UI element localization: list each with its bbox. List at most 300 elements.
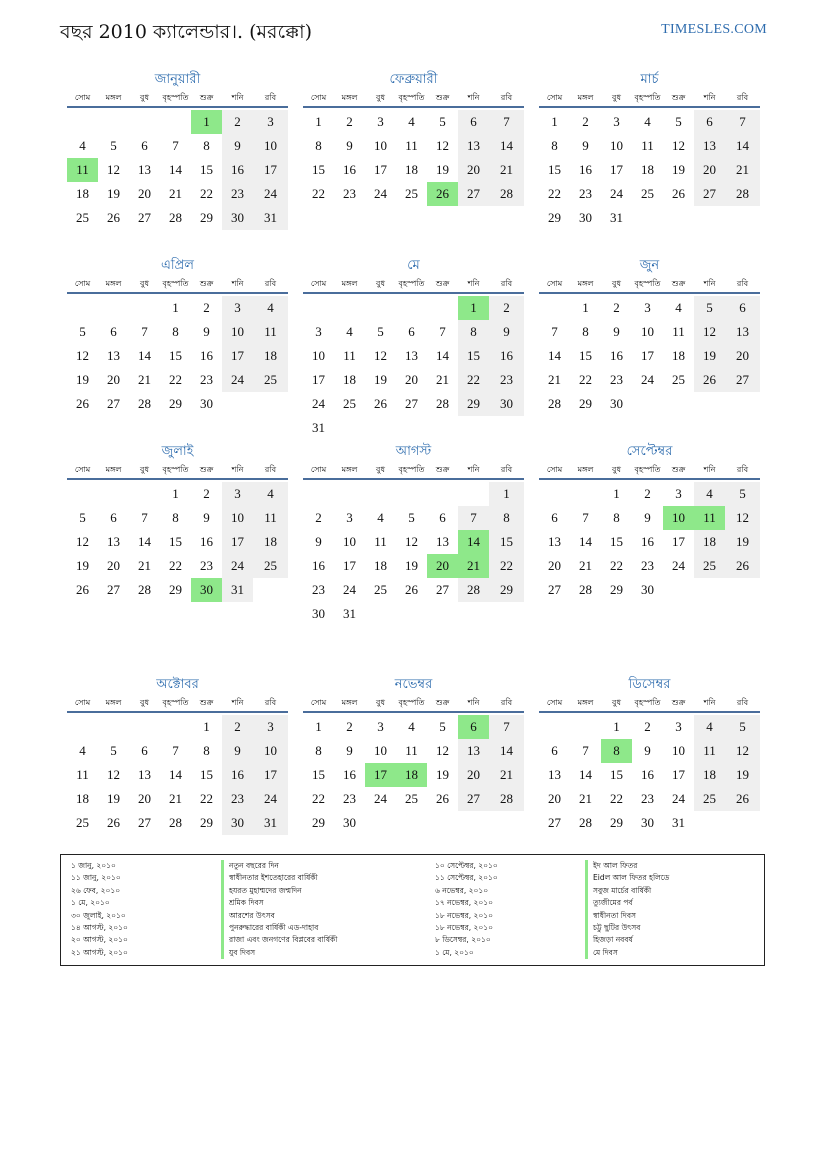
day-cell[interactable]: 14 [436, 348, 449, 363]
day-cell[interactable]: 6 [141, 138, 148, 153]
day-cell[interactable]: 27 [725, 368, 760, 392]
day-cell[interactable]: 16 [222, 158, 253, 182]
day-cell[interactable]: 4 [408, 114, 415, 129]
day-cell[interactable]: 19 [374, 372, 387, 387]
day-cell[interactable]: 14 [489, 739, 524, 763]
day-cell[interactable]: 8 [551, 138, 558, 153]
day-cell[interactable]: 28 [169, 210, 182, 225]
day-cell[interactable]: 2 [346, 114, 353, 129]
day-cell[interactable]: 25 [374, 582, 387, 597]
day-cell[interactable]: 6 [551, 510, 558, 525]
day-cell[interactable]: 16 [222, 763, 253, 787]
day-cell[interactable]: 24 [222, 554, 253, 578]
day-cell[interactable]: 28 [436, 396, 449, 411]
holiday-day-cell[interactable]: 6 [458, 715, 489, 739]
day-cell[interactable]: 22 [169, 558, 182, 573]
day-cell[interactable]: 27 [694, 182, 725, 206]
day-cell[interactable]: 18 [405, 162, 418, 177]
day-cell[interactable]: 22 [312, 186, 325, 201]
day-cell[interactable]: 4 [408, 719, 415, 734]
day-cell[interactable]: 26 [436, 791, 449, 806]
day-cell[interactable]: 16 [489, 344, 524, 368]
day-cell[interactable]: 26 [107, 210, 120, 225]
day-cell[interactable]: 12 [76, 534, 89, 549]
day-cell[interactable]: 11 [641, 138, 654, 153]
day-cell[interactable]: 4 [253, 296, 288, 320]
day-cell[interactable]: 25 [694, 554, 725, 578]
day-cell[interactable]: 22 [548, 186, 561, 201]
day-cell[interactable]: 15 [200, 162, 213, 177]
day-cell[interactable]: 31 [253, 811, 288, 835]
day-cell[interactable]: 11 [405, 743, 418, 758]
day-cell[interactable]: 19 [107, 791, 120, 806]
day-cell[interactable]: 13 [458, 739, 489, 763]
day-cell[interactable]: 26 [694, 368, 725, 392]
day-cell[interactable]: 24 [374, 186, 387, 201]
day-cell[interactable]: 30 [343, 815, 356, 830]
day-cell[interactable]: 1 [203, 719, 210, 734]
day-cell[interactable]: 23 [343, 186, 356, 201]
day-cell[interactable]: 24 [253, 182, 288, 206]
day-cell[interactable]: 11 [343, 348, 356, 363]
day-cell[interactable]: 26 [672, 186, 685, 201]
day-cell[interactable]: 31 [312, 420, 325, 435]
day-cell[interactable]: 19 [76, 372, 89, 387]
day-cell[interactable]: 29 [200, 815, 213, 830]
day-cell[interactable]: 21 [138, 372, 151, 387]
day-cell[interactable]: 15 [200, 767, 213, 782]
day-cell[interactable]: 20 [138, 791, 151, 806]
day-cell[interactable]: 5 [110, 138, 117, 153]
day-cell[interactable]: 2 [222, 715, 253, 739]
day-cell[interactable]: 16 [610, 348, 623, 363]
day-cell[interactable]: 23 [200, 372, 213, 387]
day-cell[interactable]: 25 [405, 791, 418, 806]
day-cell[interactable]: 22 [489, 554, 524, 578]
day-cell[interactable]: 8 [489, 506, 524, 530]
day-cell[interactable]: 30 [579, 210, 592, 225]
day-cell[interactable]: 5 [694, 296, 725, 320]
day-cell[interactable]: 18 [374, 558, 387, 573]
day-cell[interactable]: 8 [315, 743, 322, 758]
day-cell[interactable]: 13 [138, 767, 151, 782]
day-cell[interactable]: 9 [346, 743, 353, 758]
day-cell[interactable]: 30 [641, 582, 654, 597]
day-cell[interactable]: 29 [489, 578, 524, 602]
day-cell[interactable]: 12 [405, 534, 418, 549]
day-cell[interactable]: 27 [436, 582, 449, 597]
day-cell[interactable]: 20 [138, 186, 151, 201]
day-cell[interactable]: 24 [672, 558, 685, 573]
holiday-day-cell[interactable]: 11 [694, 506, 725, 530]
day-cell[interactable]: 1 [613, 719, 620, 734]
day-cell[interactable]: 11 [253, 506, 288, 530]
day-cell[interactable]: 4 [253, 482, 288, 506]
holiday-day-cell[interactable]: 26 [427, 182, 458, 206]
day-cell[interactable]: 29 [610, 582, 623, 597]
day-cell[interactable]: 15 [610, 534, 623, 549]
day-cell[interactable]: 3 [675, 486, 682, 501]
day-cell[interactable]: 11 [672, 324, 685, 339]
day-cell[interactable]: 29 [169, 396, 182, 411]
day-cell[interactable]: 3 [613, 114, 620, 129]
day-cell[interactable]: 20 [458, 158, 489, 182]
day-cell[interactable]: 23 [641, 558, 654, 573]
day-cell[interactable]: 14 [579, 767, 592, 782]
day-cell[interactable]: 28 [138, 396, 151, 411]
day-cell[interactable]: 12 [436, 743, 449, 758]
day-cell[interactable]: 4 [644, 114, 651, 129]
day-cell[interactable]: 12 [107, 767, 120, 782]
day-cell[interactable]: 17 [253, 763, 288, 787]
day-cell[interactable]: 28 [725, 182, 760, 206]
day-cell[interactable]: 5 [675, 114, 682, 129]
day-cell[interactable]: 2 [613, 300, 620, 315]
day-cell[interactable]: 25 [641, 186, 654, 201]
day-cell[interactable]: 16 [641, 534, 654, 549]
day-cell[interactable]: 17 [222, 344, 253, 368]
day-cell[interactable]: 21 [436, 372, 449, 387]
day-cell[interactable]: 9 [346, 138, 353, 153]
day-cell[interactable]: 27 [548, 815, 561, 830]
day-cell[interactable]: 6 [458, 110, 489, 134]
day-cell[interactable]: 10 [672, 743, 685, 758]
day-cell[interactable]: 18 [343, 372, 356, 387]
day-cell[interactable]: 22 [610, 558, 623, 573]
day-cell[interactable]: 1 [315, 114, 322, 129]
day-cell[interactable]: 5 [377, 324, 384, 339]
day-cell[interactable]: 14 [169, 162, 182, 177]
site-link[interactable]: TIMESLES.COM [661, 22, 767, 37]
day-cell[interactable]: 15 [489, 530, 524, 554]
day-cell[interactable]: 25 [253, 368, 288, 392]
day-cell[interactable]: 29 [579, 396, 592, 411]
day-cell[interactable]: 31 [343, 606, 356, 621]
day-cell[interactable]: 18 [694, 530, 725, 554]
day-cell[interactable]: 27 [107, 396, 120, 411]
day-cell[interactable]: 6 [439, 510, 446, 525]
day-cell[interactable]: 9 [203, 510, 210, 525]
holiday-day-cell[interactable]: 20 [427, 554, 458, 578]
day-cell[interactable]: 10 [312, 348, 325, 363]
day-cell[interactable]: 10 [374, 743, 387, 758]
day-cell[interactable]: 27 [458, 182, 489, 206]
day-cell[interactable]: 29 [610, 815, 623, 830]
holiday-day-cell[interactable]: 8 [601, 739, 632, 763]
day-cell[interactable]: 4 [694, 482, 725, 506]
holiday-day-cell[interactable]: 21 [458, 554, 489, 578]
day-cell[interactable]: 10 [374, 138, 387, 153]
day-cell[interactable]: 7 [172, 743, 179, 758]
day-cell[interactable]: 8 [203, 138, 210, 153]
day-cell[interactable]: 13 [436, 534, 449, 549]
day-cell[interactable]: 17 [253, 158, 288, 182]
day-cell[interactable]: 17 [610, 162, 623, 177]
day-cell[interactable]: 2 [222, 110, 253, 134]
day-cell[interactable]: 2 [489, 296, 524, 320]
day-cell[interactable]: 17 [312, 372, 325, 387]
day-cell[interactable]: 23 [641, 791, 654, 806]
day-cell[interactable]: 10 [222, 506, 253, 530]
day-cell[interactable]: 1 [582, 300, 589, 315]
day-cell[interactable]: 26 [405, 582, 418, 597]
day-cell[interactable]: 3 [315, 324, 322, 339]
day-cell[interactable]: 12 [672, 138, 685, 153]
day-cell[interactable]: 24 [253, 787, 288, 811]
day-cell[interactable]: 9 [203, 324, 210, 339]
day-cell[interactable]: 18 [253, 530, 288, 554]
day-cell[interactable]: 12 [76, 348, 89, 363]
day-cell[interactable]: 16 [343, 162, 356, 177]
day-cell[interactable]: 13 [405, 348, 418, 363]
day-cell[interactable]: 16 [312, 558, 325, 573]
day-cell[interactable]: 2 [203, 486, 210, 501]
day-cell[interactable]: 19 [694, 344, 725, 368]
day-cell[interactable]: 16 [641, 767, 654, 782]
day-cell[interactable]: 20 [725, 344, 760, 368]
holiday-day-cell[interactable]: 1 [191, 110, 222, 134]
day-cell[interactable]: 14 [548, 348, 561, 363]
day-cell[interactable]: 18 [641, 162, 654, 177]
day-cell[interactable]: 31 [672, 815, 685, 830]
day-cell[interactable]: 2 [644, 486, 651, 501]
day-cell[interactable]: 7 [582, 510, 589, 525]
day-cell[interactable]: 12 [725, 739, 760, 763]
holiday-day-cell[interactable]: 1 [458, 296, 489, 320]
day-cell[interactable]: 27 [138, 210, 151, 225]
day-cell[interactable]: 13 [458, 134, 489, 158]
day-cell[interactable]: 5 [439, 719, 446, 734]
day-cell[interactable]: 9 [582, 138, 589, 153]
day-cell[interactable]: 7 [489, 715, 524, 739]
day-cell[interactable]: 1 [315, 719, 322, 734]
day-cell[interactable]: 28 [489, 787, 524, 811]
day-cell[interactable]: 9 [644, 510, 651, 525]
day-cell[interactable]: 20 [694, 158, 725, 182]
day-cell[interactable]: 21 [489, 158, 524, 182]
day-cell[interactable]: 15 [548, 162, 561, 177]
holiday-day-cell[interactable]: 17 [365, 763, 396, 787]
day-cell[interactable]: 11 [253, 320, 288, 344]
day-cell[interactable]: 28 [489, 182, 524, 206]
day-cell[interactable]: 27 [107, 582, 120, 597]
day-cell[interactable]: 7 [489, 110, 524, 134]
day-cell[interactable]: 28 [458, 578, 489, 602]
day-cell[interactable]: 21 [579, 791, 592, 806]
day-cell[interactable]: 24 [672, 791, 685, 806]
day-cell[interactable]: 7 [141, 510, 148, 525]
day-cell[interactable]: 30 [200, 396, 213, 411]
holiday-day-cell[interactable]: 11 [67, 158, 98, 182]
day-cell[interactable]: 2 [644, 719, 651, 734]
day-cell[interactable]: 17 [672, 534, 685, 549]
day-cell[interactable]: 26 [107, 815, 120, 830]
day-cell[interactable]: 5 [408, 510, 415, 525]
holiday-day-cell[interactable]: 10 [663, 506, 694, 530]
day-cell[interactable]: 26 [76, 582, 89, 597]
day-cell[interactable]: 25 [253, 554, 288, 578]
day-cell[interactable]: 2 [203, 300, 210, 315]
day-cell[interactable]: 7 [439, 324, 446, 339]
day-cell[interactable]: 16 [200, 534, 213, 549]
day-cell[interactable]: 19 [672, 162, 685, 177]
day-cell[interactable]: 15 [169, 348, 182, 363]
day-cell[interactable]: 29 [312, 815, 325, 830]
day-cell[interactable]: 12 [725, 506, 760, 530]
day-cell[interactable]: 19 [107, 186, 120, 201]
day-cell[interactable]: 7 [458, 506, 489, 530]
day-cell[interactable]: 25 [76, 210, 89, 225]
day-cell[interactable]: 22 [200, 791, 213, 806]
day-cell[interactable]: 10 [610, 138, 623, 153]
day-cell[interactable]: 18 [76, 186, 89, 201]
day-cell[interactable]: 16 [200, 348, 213, 363]
day-cell[interactable]: 25 [672, 372, 685, 387]
day-cell[interactable]: 17 [222, 530, 253, 554]
day-cell[interactable]: 13 [107, 348, 120, 363]
day-cell[interactable]: 21 [725, 158, 760, 182]
day-cell[interactable]: 29 [169, 582, 182, 597]
day-cell[interactable]: 11 [694, 739, 725, 763]
day-cell[interactable]: 6 [694, 110, 725, 134]
day-cell[interactable]: 21 [579, 558, 592, 573]
day-cell[interactable]: 12 [374, 348, 387, 363]
day-cell[interactable]: 21 [169, 791, 182, 806]
day-cell[interactable]: 12 [694, 320, 725, 344]
day-cell[interactable]: 9 [315, 534, 322, 549]
day-cell[interactable]: 5 [110, 743, 117, 758]
day-cell[interactable]: 30 [222, 811, 253, 835]
day-cell[interactable]: 9 [644, 743, 651, 758]
day-cell[interactable]: 26 [725, 554, 760, 578]
day-cell[interactable]: 8 [172, 510, 179, 525]
day-cell[interactable]: 10 [222, 320, 253, 344]
day-cell[interactable]: 3 [644, 300, 651, 315]
day-cell[interactable]: 26 [725, 787, 760, 811]
day-cell[interactable]: 23 [200, 558, 213, 573]
day-cell[interactable]: 3 [253, 110, 288, 134]
day-cell[interactable]: 14 [579, 534, 592, 549]
day-cell[interactable]: 14 [169, 767, 182, 782]
day-cell[interactable]: 8 [172, 324, 179, 339]
day-cell[interactable]: 11 [76, 767, 89, 782]
day-cell[interactable]: 22 [579, 372, 592, 387]
day-cell[interactable]: 8 [582, 324, 589, 339]
day-cell[interactable]: 5 [439, 114, 446, 129]
day-cell[interactable]: 20 [107, 558, 120, 573]
day-cell[interactable]: 9 [613, 324, 620, 339]
day-cell[interactable]: 21 [169, 186, 182, 201]
day-cell[interactable]: 20 [548, 791, 561, 806]
day-cell[interactable]: 23 [579, 186, 592, 201]
day-cell[interactable]: 3 [377, 114, 384, 129]
day-cell[interactable]: 22 [312, 791, 325, 806]
day-cell[interactable]: 12 [436, 138, 449, 153]
day-cell[interactable]: 22 [458, 368, 489, 392]
day-cell[interactable]: 6 [141, 743, 148, 758]
day-cell[interactable]: 22 [610, 791, 623, 806]
day-cell[interactable]: 15 [169, 534, 182, 549]
day-cell[interactable]: 10 [641, 324, 654, 339]
day-cell[interactable]: 5 [79, 510, 86, 525]
day-cell[interactable]: 18 [253, 344, 288, 368]
day-cell[interactable]: 17 [672, 767, 685, 782]
day-cell[interactable]: 23 [343, 791, 356, 806]
day-cell[interactable]: 25 [76, 815, 89, 830]
day-cell[interactable]: 23 [312, 582, 325, 597]
day-cell[interactable]: 30 [222, 206, 253, 230]
day-cell[interactable]: 15 [458, 344, 489, 368]
day-cell[interactable]: 13 [548, 534, 561, 549]
day-cell[interactable]: 24 [343, 582, 356, 597]
day-cell[interactable]: 22 [200, 186, 213, 201]
day-cell[interactable]: 29 [458, 392, 489, 416]
day-cell[interactable]: 12 [107, 162, 120, 177]
day-cell[interactable]: 5 [725, 715, 760, 739]
holiday-day-cell[interactable]: 30 [191, 578, 222, 602]
day-cell[interactable]: 3 [253, 715, 288, 739]
day-cell[interactable]: 4 [79, 743, 86, 758]
day-cell[interactable]: 15 [610, 767, 623, 782]
day-cell[interactable]: 19 [405, 558, 418, 573]
day-cell[interactable]: 5 [725, 482, 760, 506]
day-cell[interactable]: 23 [222, 182, 253, 206]
day-cell[interactable]: 27 [458, 787, 489, 811]
day-cell[interactable]: 16 [579, 162, 592, 177]
day-cell[interactable]: 15 [312, 767, 325, 782]
holiday-day-cell[interactable]: 18 [396, 763, 427, 787]
day-cell[interactable]: 1 [172, 486, 179, 501]
day-cell[interactable]: 6 [408, 324, 415, 339]
day-cell[interactable]: 20 [548, 558, 561, 573]
day-cell[interactable]: 3 [675, 719, 682, 734]
day-cell[interactable]: 3 [222, 296, 253, 320]
day-cell[interactable]: 17 [343, 558, 356, 573]
day-cell[interactable]: 1 [551, 114, 558, 129]
day-cell[interactable]: 25 [694, 787, 725, 811]
day-cell[interactable]: 6 [110, 510, 117, 525]
day-cell[interactable]: 20 [458, 763, 489, 787]
day-cell[interactable]: 29 [200, 210, 213, 225]
day-cell[interactable]: 24 [312, 396, 325, 411]
day-cell[interactable]: 10 [253, 134, 288, 158]
day-cell[interactable]: 4 [675, 300, 682, 315]
day-cell[interactable]: 19 [436, 767, 449, 782]
day-cell[interactable]: 25 [405, 186, 418, 201]
day-cell[interactable]: 10 [343, 534, 356, 549]
day-cell[interactable]: 8 [613, 510, 620, 525]
day-cell[interactable]: 6 [725, 296, 760, 320]
day-cell[interactable]: 31 [222, 578, 253, 602]
day-cell[interactable]: 17 [641, 348, 654, 363]
day-cell[interactable]: 21 [138, 558, 151, 573]
day-cell[interactable]: 8 [458, 320, 489, 344]
day-cell[interactable]: 24 [374, 791, 387, 806]
day-cell[interactable]: 4 [694, 715, 725, 739]
holiday-day-cell[interactable]: 14 [458, 530, 489, 554]
day-cell[interactable]: 10 [253, 739, 288, 763]
day-cell[interactable]: 30 [641, 815, 654, 830]
day-cell[interactable]: 1 [613, 486, 620, 501]
day-cell[interactable]: 7 [725, 110, 760, 134]
day-cell[interactable]: 28 [579, 815, 592, 830]
day-cell[interactable]: 8 [315, 138, 322, 153]
day-cell[interactable]: 6 [110, 324, 117, 339]
day-cell[interactable]: 9 [489, 320, 524, 344]
day-cell[interactable]: 2 [346, 719, 353, 734]
day-cell[interactable]: 13 [107, 534, 120, 549]
day-cell[interactable]: 28 [138, 582, 151, 597]
